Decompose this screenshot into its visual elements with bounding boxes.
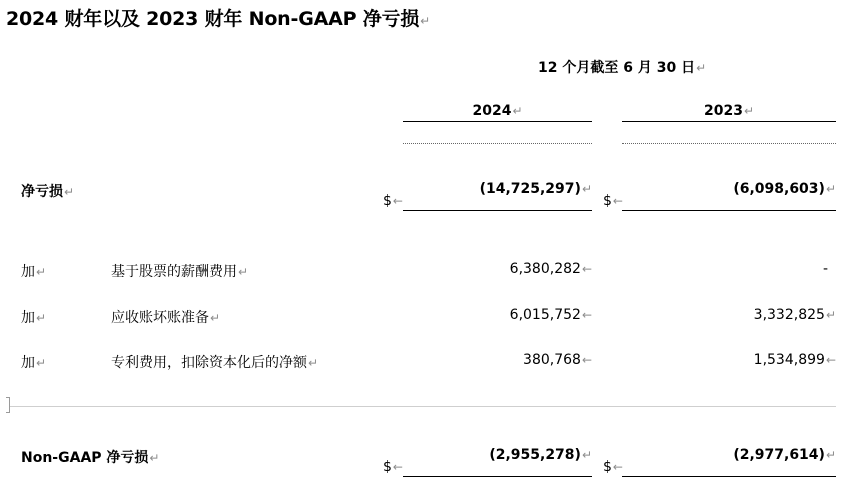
value-non-gaap-2023: (2,977,614)↵ [733, 447, 836, 463]
currency-symbol: $← [383, 459, 403, 475]
row-label-non-gaap-net-loss: Non-GAAP 净亏损↵ [21, 450, 160, 466]
value-stock-compensation-2023: - [822, 261, 828, 277]
dotted-rule [403, 143, 592, 144]
value-patent-costs-2023: 1,534,899← [753, 352, 836, 368]
row-label-net-loss: 净亏损↵ [21, 184, 75, 200]
document-title: 2024 财年以及 2023 财年 Non-GAAP 净亏损↵ [6, 8, 430, 30]
value-bad-debt-2023: 3,332,825↵ [753, 307, 836, 323]
row-prefix-add: 加↵ [21, 264, 47, 280]
row-prefix-add: 加↵ [21, 355, 47, 371]
currency-symbol: $← [603, 459, 623, 475]
value-net-loss-2023: (6,098,603)↵ [733, 181, 836, 197]
total-underline [622, 476, 836, 477]
row-label-bad-debt-allowance: 应收账坏账准备↵ [111, 310, 221, 326]
total-underline [622, 210, 836, 211]
value-bad-debt-2024: 6,015,752← [509, 307, 592, 323]
row-label-patent-costs: 专利费用，扣除资本化后的净额↵ [111, 355, 319, 371]
paragraph-mark-icon: ↵ [420, 14, 430, 28]
value-stock-compensation-2024: 6,380,282← [509, 261, 592, 277]
column-header-underline [622, 121, 836, 122]
value-net-loss-2024: (14,725,297)↵ [479, 181, 592, 197]
paragraph-mark-icon: ↵ [64, 185, 75, 199]
column-header-underline [403, 121, 592, 122]
section-bracket-icon [6, 397, 10, 413]
paragraph-mark-icon: ↵ [696, 61, 707, 75]
currency-symbol: $← [603, 193, 623, 209]
total-underline [403, 210, 592, 211]
row-prefix-add: 加↵ [21, 310, 47, 326]
total-underline [403, 476, 592, 477]
currency-symbol: $← [383, 193, 403, 209]
value-non-gaap-2024: (2,955,278)↵ [489, 447, 592, 463]
column-header-2024: 2024↵ [472, 103, 523, 119]
period-header: 12 个月截至 6 月 30 日↵ [538, 60, 707, 76]
column-header-2023: 2023↵ [703, 103, 755, 119]
row-label-stock-compensation: 基于股票的薪酬费用↵ [111, 264, 249, 280]
paragraph-mark-icon: ↵ [512, 104, 523, 118]
value-patent-costs-2024: 380,768← [523, 352, 592, 368]
section-divider [10, 406, 836, 407]
dotted-rule [622, 143, 836, 144]
paragraph-mark-icon: ↵ [743, 104, 755, 118]
